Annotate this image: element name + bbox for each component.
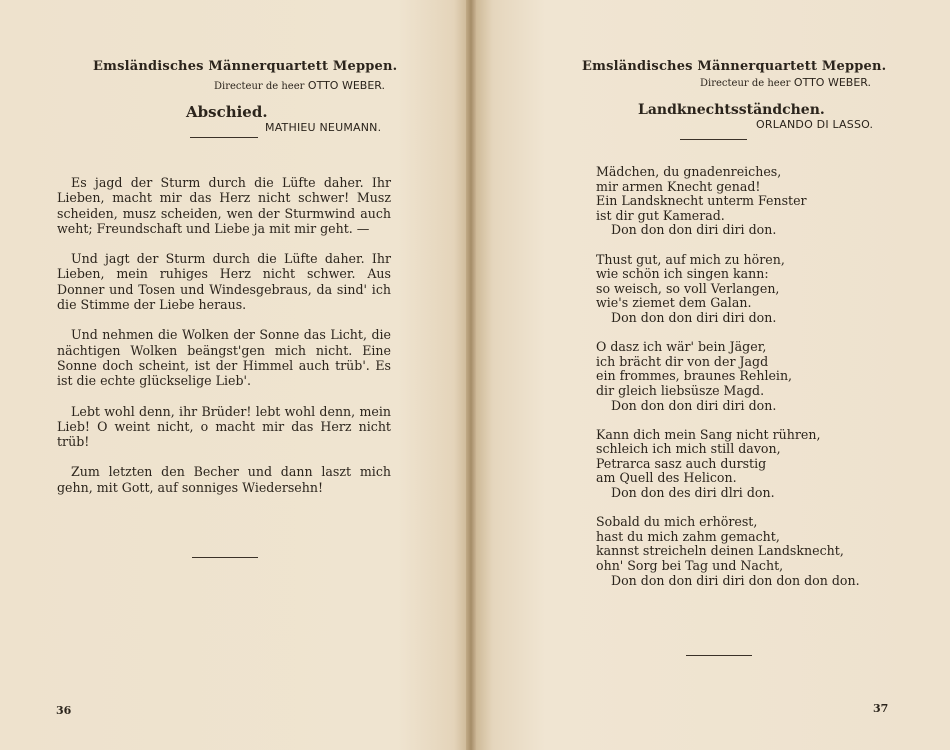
stanza [596, 340, 860, 413]
right-director-prefix: Directeur de heer [700, 78, 791, 89]
refrain-line: Don don don diri diri don. [611, 222, 777, 238]
right-title-rule [680, 139, 747, 140]
left-director-line [214, 79, 385, 92]
stanza [596, 515, 860, 588]
right-song-title: Landknechtsständchen. [638, 102, 825, 118]
verse-line: Sobald du mich erhörest, [596, 514, 758, 530]
verse-line: schleich ich mich still davon, [596, 441, 781, 457]
left-choir-heading: Emsländisches Männerquartett Meppen. [93, 59, 398, 74]
left-end-rule [192, 557, 258, 558]
left-song-title: Abschied. [186, 103, 268, 121]
left-song-text [57, 175, 391, 510]
right-page-number: 37 [873, 702, 889, 715]
verse-line: dir gleich liebsüsze Magd. [596, 382, 765, 398]
left-title-rule [190, 137, 258, 138]
refrain-line: Don don don diri diri don. [611, 397, 777, 413]
verse-line: am Quell des Helicon. [596, 470, 737, 486]
left-paragraph: Und jagt der Sturm durch die Lüfte daher. Ihr Lieben, mein ruhiges Herz nicht schwer. Aus Donner und Tosen und Windesgebraus, da sind' ich die Stimme der Liebe heraus. [57, 251, 391, 313]
verse-line: Petrarca sasz auch durstig [596, 455, 767, 471]
verse-line: ist dir gut Kamerad. [596, 207, 725, 223]
left-paragraph: Lebt wohl denn, ihr Brüder! lebt wohl denn, mein Lieb! O weint nicht, o macht mir das Herz nicht trüb! [57, 403, 391, 450]
right-song-text [596, 165, 860, 603]
left-paragraph: Zum letzten den Becher und dann laszt mich gehn, mit Gott, auf sonniges Wiedersehn! [57, 464, 391, 495]
verse-line: O dasz ich wär' bein Jäger, [596, 339, 767, 355]
book-gutter [466, 0, 476, 750]
verse-line: Mädchen, du gnadenreiches, [596, 164, 782, 179]
stanza [596, 253, 860, 326]
verse-line: ohn' Sorg bei Tag und Nacht, [596, 558, 784, 574]
verse-line: Kann dich mein Sang nicht rühren, [596, 426, 821, 442]
left-paragraph: Und nehmen die Wolken der Sonne das Licht, die nächtigen Wolken beängst'gen mich nicht. Eine Sonne doch scheint, ist der Himmel auch trüb'. Es ist die echte glückselige Lieb'. [57, 327, 391, 389]
stanza [596, 428, 860, 501]
verse-line: hast du mich zahm gemacht, [596, 528, 780, 544]
left-composer: MATHIEU NEUMANN. [265, 121, 382, 134]
refrain-line: Don don des diri dlri don. [611, 485, 775, 501]
left-paragraph: Es jagd der Sturm durch die Lüfte daher. Ihr Lieben, macht mir das Herz nicht schwer! Musz scheiden, musz scheiden, wen der Sturmwind auch weht; Freundschaft und Liebe ja mit mir geht. — [57, 175, 391, 236]
right-director-name: OTTO WEBER. [793, 76, 872, 89]
refrain-line: Don don don diri diri don. [611, 309, 777, 325]
right-composer: ORLANDO DI LASSO. [756, 118, 874, 131]
verse-line: wie's ziemet dem Galan. [596, 295, 752, 311]
verse-line: wie schön ich singen kann: [596, 266, 769, 282]
verse-line: ein frommes, braunes Rehlein, [596, 368, 793, 384]
verse-line: ich brächt dir von der Jagd [596, 353, 769, 369]
verse-line: so weisch, so voll Verlangen, [596, 280, 780, 296]
left-page-number: 36 [56, 704, 72, 717]
refrain-line: Don don don diri diri don don don don. [611, 572, 860, 588]
right-choir-heading: Emsländisches Männerquartett Meppen. [582, 59, 887, 74]
verse-line: mir armen Knecht genad! [596, 178, 761, 194]
verse-line: kannst streicheln deinen Landsknecht, [596, 543, 844, 559]
right-end-rule [686, 655, 752, 656]
stanza [596, 165, 860, 238]
right-director-line [700, 76, 871, 89]
verse-line: Thust gut, auf mich zu hören, [596, 251, 785, 267]
verse-line: Ein Landsknecht unterm Fenster [596, 193, 807, 209]
left-director-prefix: Directeur de heer [214, 81, 305, 92]
left-director-name: OTTO WEBER. [307, 79, 386, 92]
